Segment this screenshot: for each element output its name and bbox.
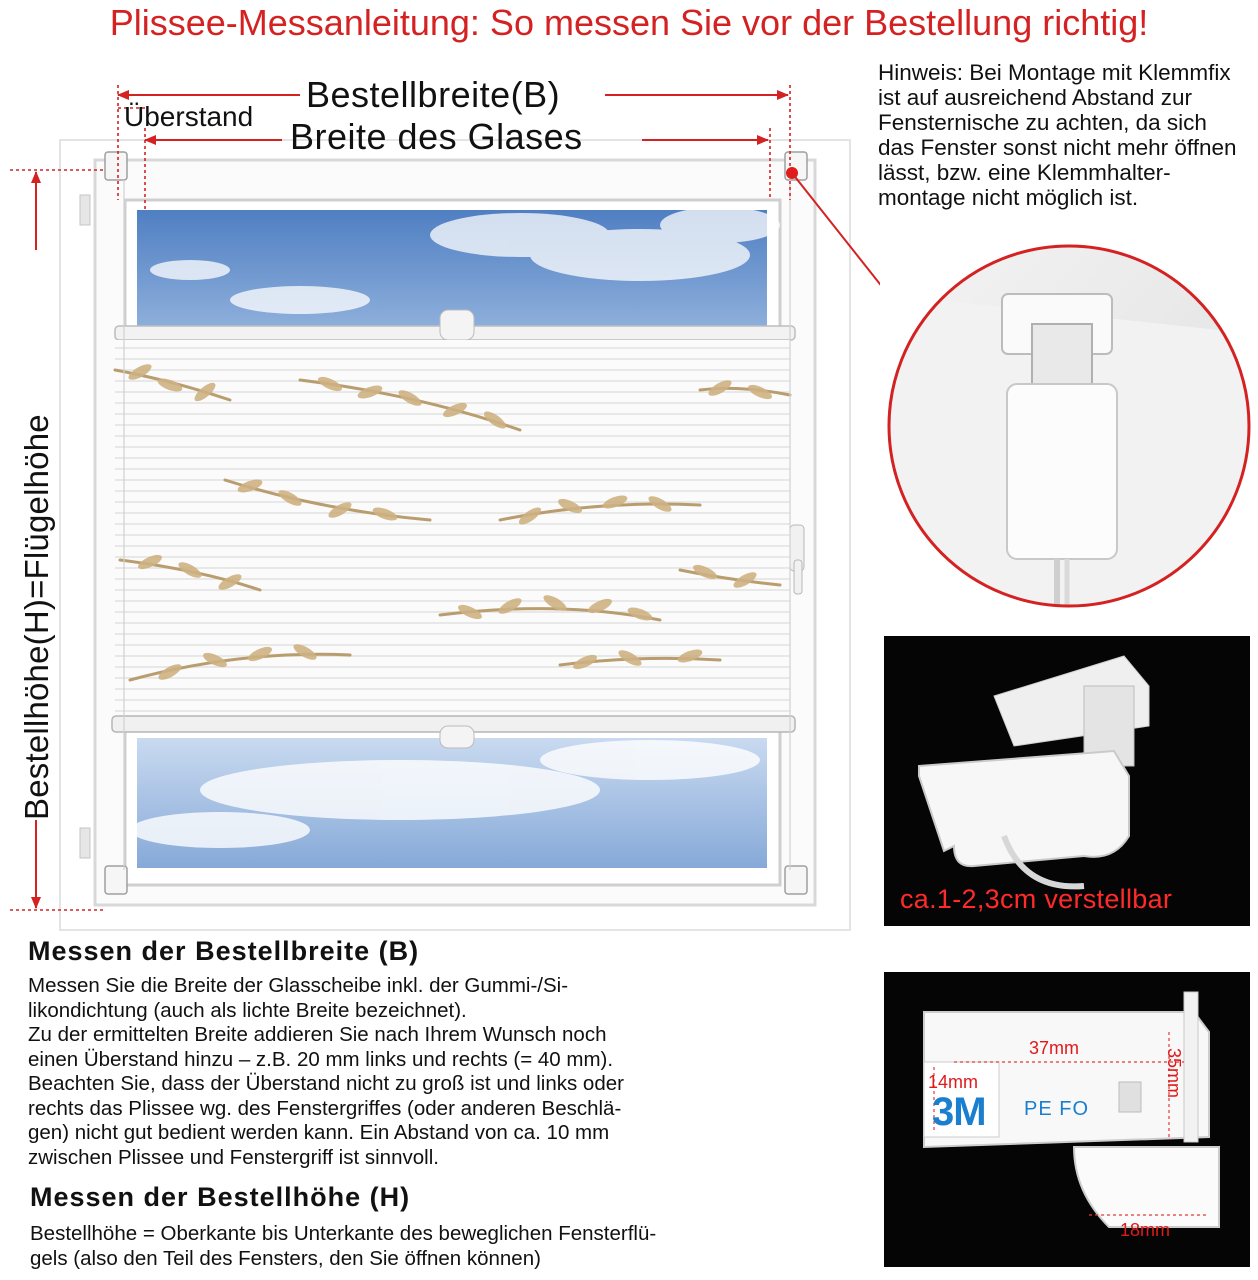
section-height-title: Messen der Bestellhöhe (H) — [30, 1182, 411, 1212]
section-width-line: Zu der ermittelten Breite addieren Sie nach Ihrem Wunsch noch — [28, 1023, 607, 1046]
tape-brand-logo: 3M — [932, 1090, 986, 1134]
glass-width-label: Breite des Glases — [290, 116, 583, 157]
section-width-line: rechts das Plissee wg. des Fenstergriffes (oder anderen Beschlä- — [28, 1096, 622, 1120]
page-headline: Plissee-Messanleitung: So messen Sie vor der Bestellung richtig! — [109, 2, 1149, 43]
section-height-line: gels (also den Teil des Fensters, den Sie öffnen können) — [30, 1246, 541, 1270]
blind-top-handle — [440, 310, 474, 340]
tape-text: PE FO — [1024, 1098, 1090, 1120]
section-width-line: likondichtung (auch als lichte Breite bezeichnet). — [28, 998, 467, 1022]
adjustable-clamp-photo — [884, 636, 1250, 926]
adjustable-clamp-drawing — [884, 636, 1250, 926]
mounting-note: Hinweis: Bei Montage mit Klemmfix ist auf ausreichend Abstand zur Fensternische zu achten, da sich das Fenster sonst nicht mehr öffnen lässt, bzw. eine Klemmhalter-montage nicht möglich ist. — [878, 60, 1237, 210]
length-label: 37mm — [1029, 1038, 1080, 1058]
blind-bottom-handle — [440, 726, 474, 748]
section-width-line: gen) nicht gut bedient werden kann. Ein Abstand von ca. 10 mm — [28, 1121, 610, 1144]
order-height-label: Bestellhöhe(H)=Flügelhöhe — [18, 414, 55, 820]
height-size-label: 35mm — [1164, 1048, 1184, 1099]
window-measurement-illustration — [0, 58, 880, 938]
hinge-bottom — [80, 828, 90, 858]
clamp-zoom-circle — [882, 234, 1256, 619]
section-height-line: Bestellhöhe = Oberkante bis Unterkante des beweglichen Fensterflü- — [30, 1222, 657, 1245]
hinge-top — [80, 195, 90, 225]
adjustable-caption: ca.1-2,3cm verstellbar — [900, 884, 1173, 914]
depth-label: 14mm — [928, 1072, 979, 1092]
section-width-line: Messen Sie die Breite der Glasscheibe inkl. der Gummi-/Si- — [28, 974, 569, 997]
section-width-line: zwischen Plissee und Fenstergriff ist sinnvoll. — [28, 1145, 439, 1169]
order-width-label: Bestellbreite(B) — [306, 74, 561, 115]
clamp-dimensions-photo — [884, 972, 1250, 1267]
section-width-title: Messen der Bestellbreite (B) — [28, 936, 420, 966]
section-width-line: Beachten Sie, dass der Überstand nicht zu groß ist und links oder — [28, 1072, 624, 1095]
section-width-line: einen Überstand hinzu – z.B. 20 mm links und rechts (= 40 mm). — [28, 1047, 614, 1071]
section-height-body — [30, 1222, 860, 1271]
section-width-body — [28, 974, 858, 1170]
overhang-label: Überstand — [124, 101, 254, 132]
width-size-label: 18mm — [1120, 1220, 1171, 1240]
